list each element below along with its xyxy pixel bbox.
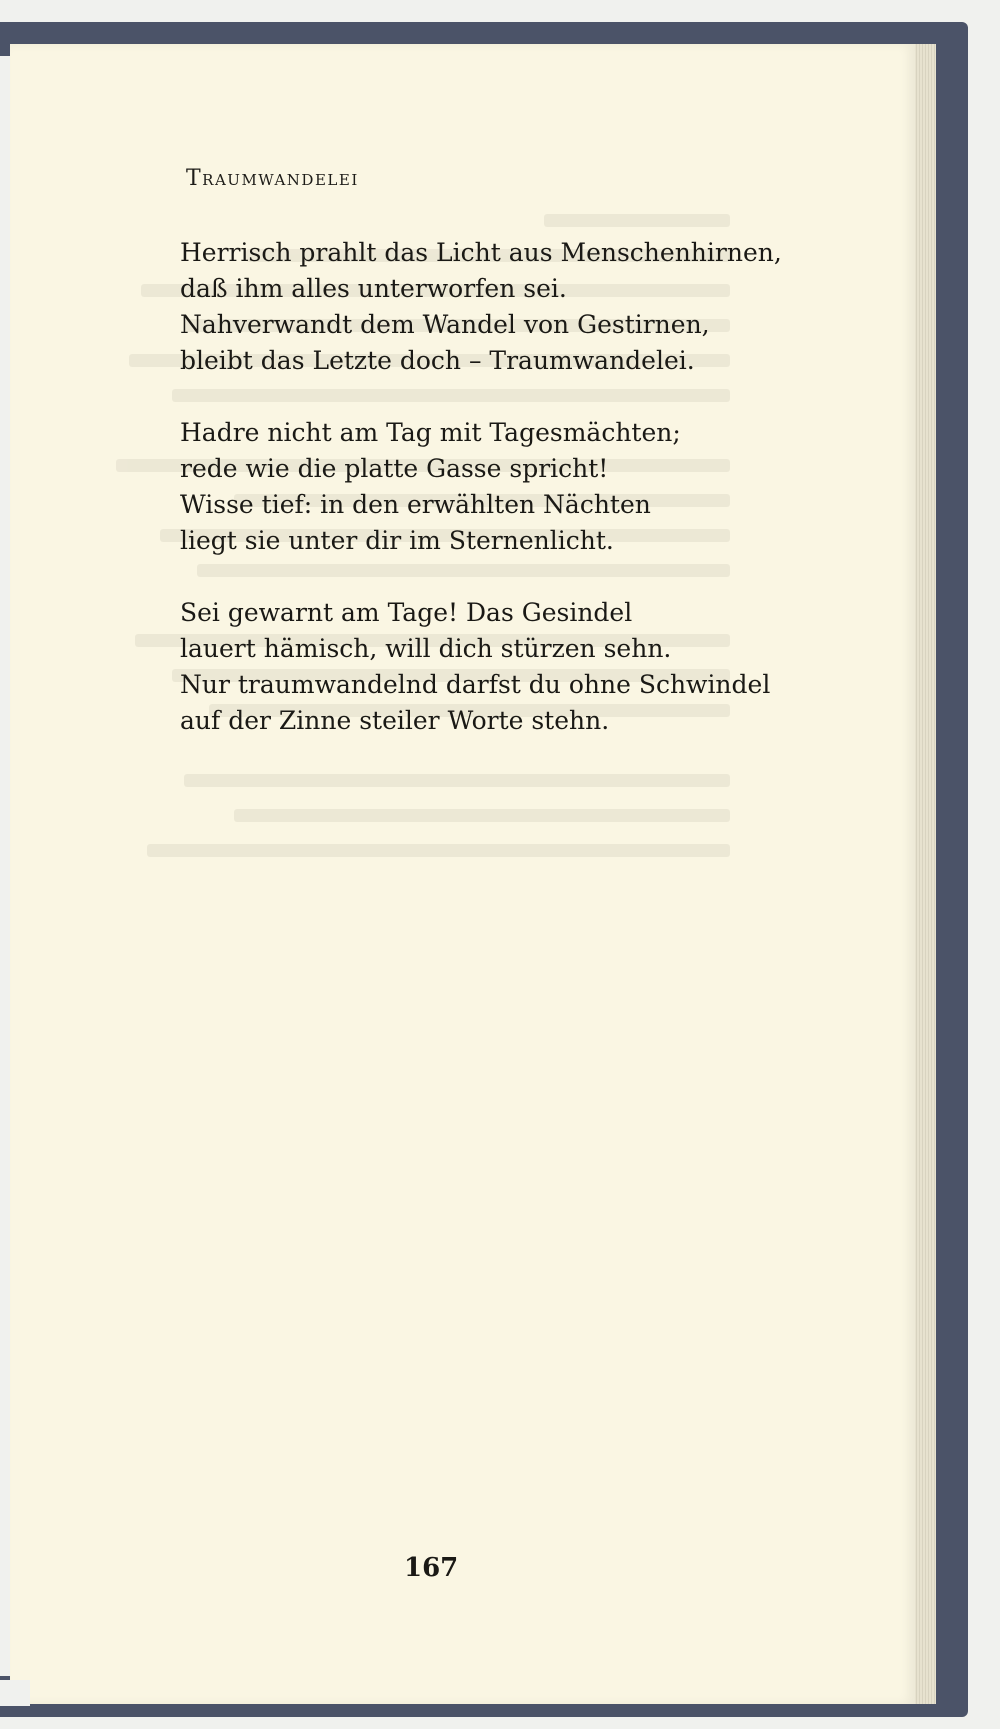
page-number: 167 bbox=[404, 1553, 459, 1583]
poem-line: Wisse tief: in den erwählten Nächten bbox=[180, 490, 651, 519]
stanza bbox=[180, 235, 782, 379]
poem-line: lauert hämisch, will dich stürzen sehn. bbox=[180, 634, 672, 663]
scan-corner bbox=[0, 1680, 30, 1706]
poem-line: daß ihm alles unterworfen sei. bbox=[180, 274, 567, 303]
poem-line: Herrisch prahlt das Licht aus Menschenhirnen, bbox=[180, 238, 782, 267]
poem-line: Hadre nicht am Tag mit Tagesmächten; bbox=[180, 418, 681, 447]
stanza bbox=[180, 595, 782, 739]
poem-line: bleibt das Letzte doch – Traumwandelei. bbox=[180, 346, 695, 375]
poem-line: liegt sie unter dir im Sternenlicht. bbox=[180, 526, 614, 555]
poem-line: Sei gewarnt am Tage! Das Gesindel bbox=[180, 598, 633, 627]
poem-title: Traumwandelei bbox=[186, 166, 359, 191]
poem-line: rede wie die platte Gasse spricht! bbox=[180, 454, 609, 483]
scan-background-strip bbox=[0, 56, 10, 1676]
stanza bbox=[180, 415, 782, 559]
poem-line: Nahverwandt dem Wandel von Gestirnen, bbox=[180, 310, 710, 339]
poem-line: Nur traumwandelnd darfst du ohne Schwindel bbox=[180, 670, 771, 699]
poem-body bbox=[180, 235, 782, 775]
poem-line: auf der Zinne steiler Worte stehn. bbox=[180, 706, 610, 735]
